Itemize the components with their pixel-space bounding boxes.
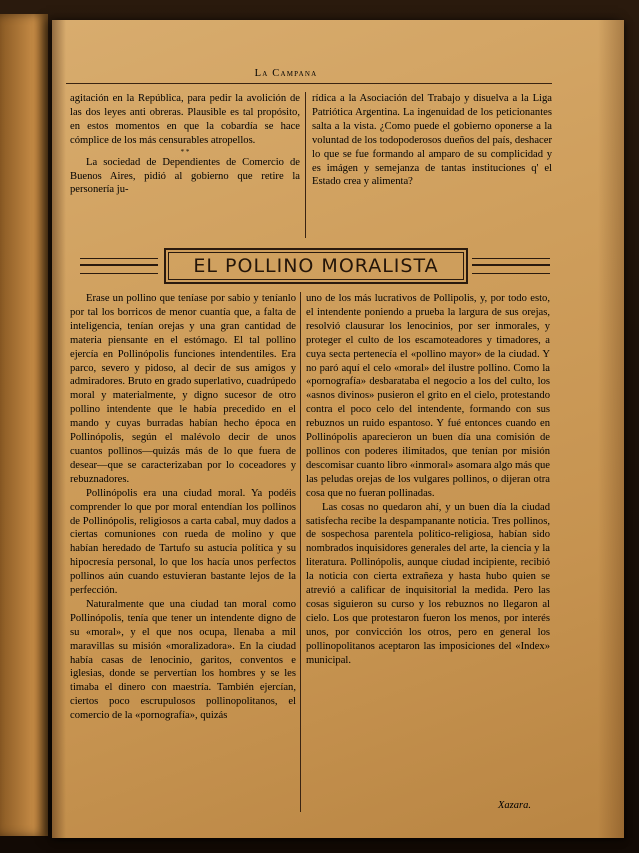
paragraph: Erase un pollino que teníase por sabio y teníanlo por tal los borricos de menor cuantía que, a falta de inteligencia, tenían orejas y una gran cantidad de materia piensante en el estómago. El tal pollino ejercía en Pollinópolis funciones intendentiles. Era parco, severo y pidoso, al decir de sus amigos y admiradores. Bruto en grado superlativo, cuadrúpedo moral y materialmente, y digno sucesor de otro pollino intendente que le había precedido en el mando y cuyas burradas habían hecho época en Pollinópolis, según el malévolo decir de unos cuantos pollinos—quizás más de lo que fuera de desear—que se caracterizaban por lo coceadores y rebuznadores. xyxy=(70,293,296,485)
previous-page-edge xyxy=(0,14,48,836)
article-right-column xyxy=(306,292,550,667)
paragraph: Naturalmente que una ciudad tan moral como Pollinópolis, tenía que tener un intendente digno de su «moral», y el que nos ocupa, llenaba a mil maravillas su misión «moralizadora». En la ciudad había casas de lenocinio, garitos, conventos e iglesias, donde se pervertían los hombres y se les timaba el dinero con maestría. También ejercían, ciertos poco escrupulosos pollinopolitanos, el comercio de la «pornografía», quizás xyxy=(70,598,296,722)
header-rule xyxy=(66,83,552,84)
paragraph: agitación en la República, para pedir la avolición de las dos leyes anti obreras. Plausible es tal propósito, en estos momentos en que la cobardía se hace cómplice de los más censurables atropellos. xyxy=(70,93,300,146)
paragraph: Las cosas no quedaron ahí, y un buen día la ciudad satisfecha recibe la despampanante noticia. Tres pollinos, de sospechosa parentela político-religiosa, habían sido nombrados inquisidores generales del arte, la ciencia y la literatura. Pollinópolis, aunque ciudad incipiente, recibió la noticia con cierta extrañeza y hasta hubo quien se atrevió a calificar de inquisitorial la medida. Pero las cosas siguieron su curso y los rebuznos no llegaron al cielo. Los que protestaron fueron los menos, por interés unos, por convicción los otros, pero en general los pollinopolitanos aceptaron las imposiciones del «Index» municipal. xyxy=(306,501,550,666)
title-rule-left xyxy=(80,258,158,274)
column-divider xyxy=(300,292,301,812)
article-title: EL POLLINO MORALISTA xyxy=(164,248,468,284)
title-rule-right xyxy=(472,258,550,274)
running-head: La Campana xyxy=(254,68,318,79)
column-divider xyxy=(305,92,306,238)
top-right-column xyxy=(312,92,552,189)
spine-shadow xyxy=(52,20,66,838)
page-edge-shade xyxy=(598,20,624,838)
top-left-column xyxy=(70,92,300,197)
paragraph: Pollinópolis era una ciudad moral. Ya podéis comprender lo que por moral entendían los pollinos de Pollinópolis, religiosos a carta cabal, muy dados a ciertas comuniones con rueda de molino y que habían heredado de Tartufo su astucia política y su hipocresía personal, lo que los hacía unos perfectos pollinos aún cuando estuvieran bastante lejos de la perfección. xyxy=(70,487,296,597)
paragraph: rídica a la Asociación del Trabajo y disuelva a la Liga Patriótica Argentina. La ingenuidad de los peticionantes salta a la vista. ¿Como puede el gobierno oponerse a la voluntad de los todopoderosos dueños del país, deshacer lo que se fue formando al amparo de su complicidad y es imágen y semejanza de tantas instituciones q' el Estado crea y alimenta? xyxy=(312,93,552,188)
article-title-band xyxy=(80,246,550,286)
separator: * * xyxy=(180,147,190,156)
author-signature: Xazara. xyxy=(498,800,531,811)
paragraph: La sociedad de Dependientes de Comercio de Buenos Aires, pidió al gobierno que retire la personería ju- xyxy=(70,156,300,196)
article-left-column xyxy=(70,292,296,723)
paragraph: uno de los más lucrativos de Pollipolis, y, por todo esto, el intendente poniendo a prueba la largura de sus orejas, resolvió clausurar los lenocinios, por ser inmorales, y proteger el culto de los escamoteadores y timadores, a cuya secta pertenecía el «pollino mayor» de la ciudad. Y no paró aquí el celo «moral» del ilustre pollino. Como la «pornografía» desbarataba el negocio a los del culto, los «asnos divinos» pusieron el grito en el cielo, protestando contra el poco celo del intendente, formando con sus rebuznos un ruido espantoso. Y fué entonces cuando en Pollinópolis aparecieron un buen día una comisión de pollinos con poderes ilimitados, que tenían por misión descomisar cuanto libro «inmoral» asomara algo más que las peludas orejas de los vulgares pollinos, o dijeran otra cosa que no fueran pollinadas. xyxy=(306,293,550,499)
